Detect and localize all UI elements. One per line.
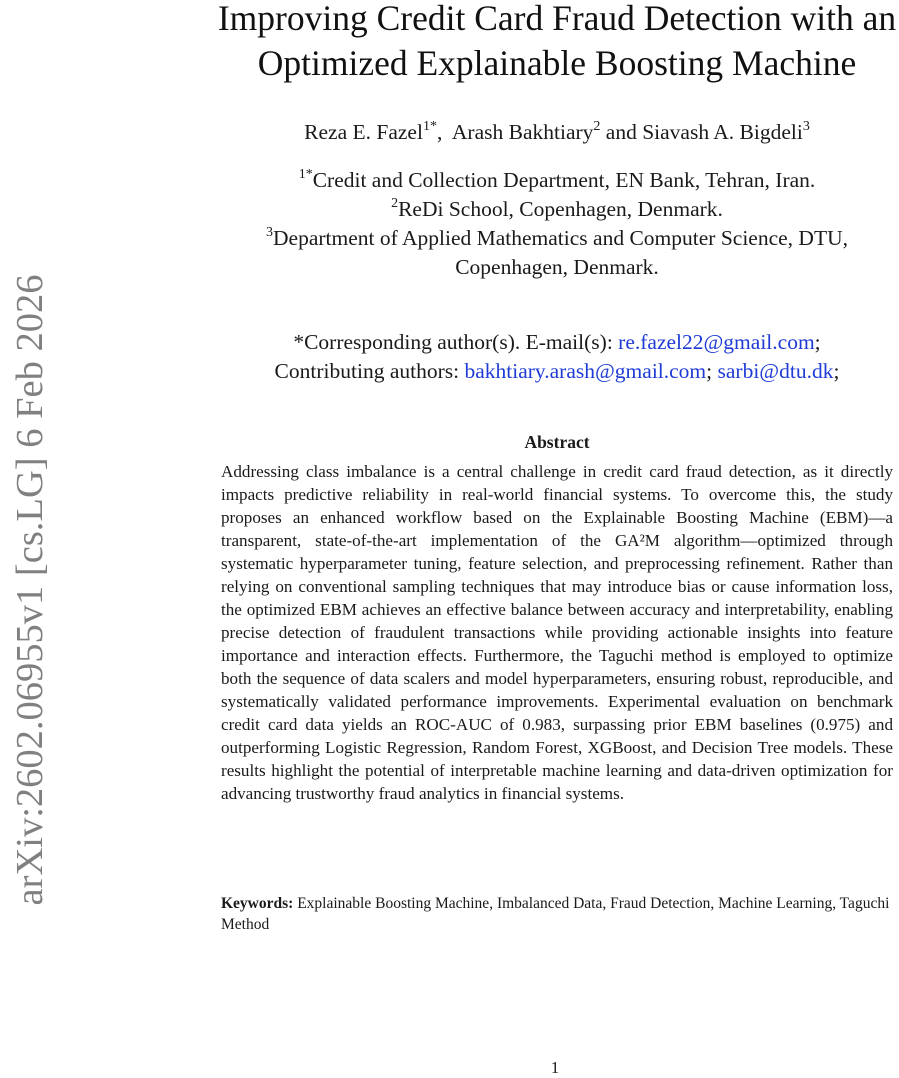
author-name: Arash Bakhtiary: [451, 120, 594, 144]
email-link[interactable]: re.fazel22@gmail.com: [618, 330, 815, 354]
author-list: Reza E. Fazel$^{1*}$, Arash Bakhtiary$^2$ and Siavash A. Bigdeli$^3$: [304, 119, 810, 144]
corresponding-label: *Corresponding author(s). E-mail(s):: [293, 330, 613, 354]
affiliation-mark: 2: [391, 196, 399, 211]
keywords-text: Explainable Boosting Machine, Imbalanced Data, Fraud Detection, Machine Learning, Taguchi Method: [221, 895, 890, 933]
affiliation-line: [200, 224, 899, 253]
title-line-2: Optimized Explainable Boosting Machine: [257, 43, 857, 83]
corresponding-author-line: *Corresponding author(s). E-mail(s): re.fazel22@gmail.com;: [293, 330, 821, 354]
contact-info: [200, 328, 899, 386]
author-affiliation-mark: 3: [802, 119, 810, 134]
author-name: Siavash A. Bigdeli: [642, 120, 803, 144]
arxiv-identifier: arXiv:2602.06955v1 [cs.LG] 6 Feb 2026: [9, 274, 51, 906]
affiliation-mark: 3: [266, 225, 274, 240]
keywords: [221, 893, 893, 935]
title-line-1: Improving Credit Card Fraud Detection with an: [217, 0, 897, 38]
arxiv-sidebar: [0, 235, 60, 945]
affiliation-text: Department of Applied Mathematics and Computer Science, DTU,: [273, 226, 848, 250]
affiliation-line: [200, 195, 899, 224]
affiliations: [200, 166, 899, 282]
author-affiliation-mark: 1*: [422, 119, 437, 134]
author-name: Reza E. Fazel: [304, 120, 423, 144]
paper-title: [200, 0, 899, 86]
email-link[interactable]: sarbi@dtu.dk: [717, 359, 834, 383]
contributing-label: Contributing authors:: [274, 359, 460, 383]
email-link[interactable]: bakhtiary.arash@gmail.com: [464, 359, 707, 383]
author-affiliation-mark: 2: [593, 119, 601, 134]
affiliation-line-continued: Copenhagen, Denmark.: [455, 255, 659, 279]
affiliation-mark: 1*: [298, 167, 313, 182]
affiliation-text: Credit and Collection Department, EN Bank, Tehran, Iran.: [312, 168, 816, 192]
abstract-body: Addressing class imbalance is a central challenge in credit card fraud detection, as it directly impacts predictive reliability in real-world financial systems. To overcome this, the study proposes an enhanced workflow based on the Explainable Boosting Machine (EBM)—a transparent, state-of-the-art implementation of the GA²M algorithm—optimized through systematic hyperparameter tuning, feature selection, and preprocessing refinement. Rather than relying on conventional sampling techniques that may introduce bias or cause information loss, the optimized EBM achieves an effective balance between accuracy and interpretability, enabling precise detection of fraudulent transactions while providing actionable insights into feature importance and interaction effects. Furthermore, the Taguchi method is employed to optimize both the sequence of data scalers and model hyperparameters, ensuring robust, reproducible, and systematically validated performance improvements. Experimental evaluation on benchmark credit card data yields an ROC-AUC of 0.983, surpassing prior EBM baselines (0.975) and outperforming Logistic Regression, Random Forest, XGBoost, and Decision Tree models. These results highlight the potential of interpretable machine learning and data-driven optimization for advancing trustworthy fraud analytics in financial systems.: [221, 462, 893, 803]
affiliation-text: ReDi School, Copenhagen, Denmark.: [398, 197, 723, 221]
contributing-authors-line: Contributing authors: bakhtiary.arash@gmail.com; sarbi@dtu.dk;: [274, 359, 840, 383]
affiliation-line: [200, 166, 899, 195]
abstract-heading: Abstract: [524, 432, 590, 452]
page-number: 1: [550, 1058, 560, 1077]
author-conjunction: and: [605, 120, 637, 144]
keywords-label: Keywords:: [221, 895, 294, 912]
